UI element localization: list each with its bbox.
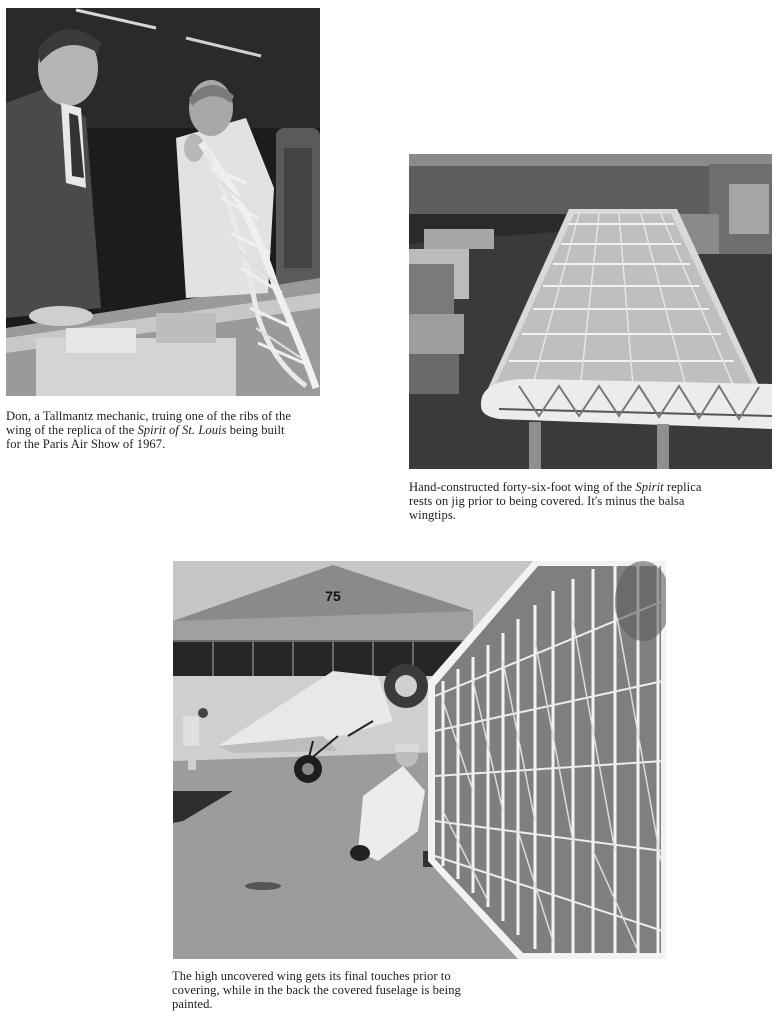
caption-line: painted. <box>172 997 213 1011</box>
caption-line: Hand-constructed forty-six-foot wing of the Spirit replica <box>409 480 702 494</box>
italic-title: Spirit of St. Louis <box>137 423 227 437</box>
caption-line: covering, while in the back the covered fuselage is being <box>172 983 461 997</box>
caption-line: for the Paris Air Show of 1967. <box>6 437 166 451</box>
caption-line: wingtips. <box>409 508 456 522</box>
caption-line: Don, a Tallmantz mechanic, truing one of the ribs of the <box>6 409 291 423</box>
italic-title: Spirit <box>635 480 664 494</box>
caption-line: wing of the replica of the Spirit of St. Louis being built <box>6 423 285 437</box>
photo-wing-on-jig <box>409 154 772 469</box>
caption-line: rests on jig prior to being covered. It's minus the balsa <box>409 494 685 508</box>
photo-mechanic-truing-rib <box>6 8 320 396</box>
hangar-number: 75 <box>325 588 341 604</box>
caption-photo-1 <box>6 409 366 451</box>
caption-line: The high uncovered wing gets its final touches prior to <box>172 969 451 983</box>
photo-uncovered-wing-outdoors <box>173 561 666 959</box>
caption-photo-2 <box>409 480 769 522</box>
caption-photo-3 <box>172 969 532 1011</box>
